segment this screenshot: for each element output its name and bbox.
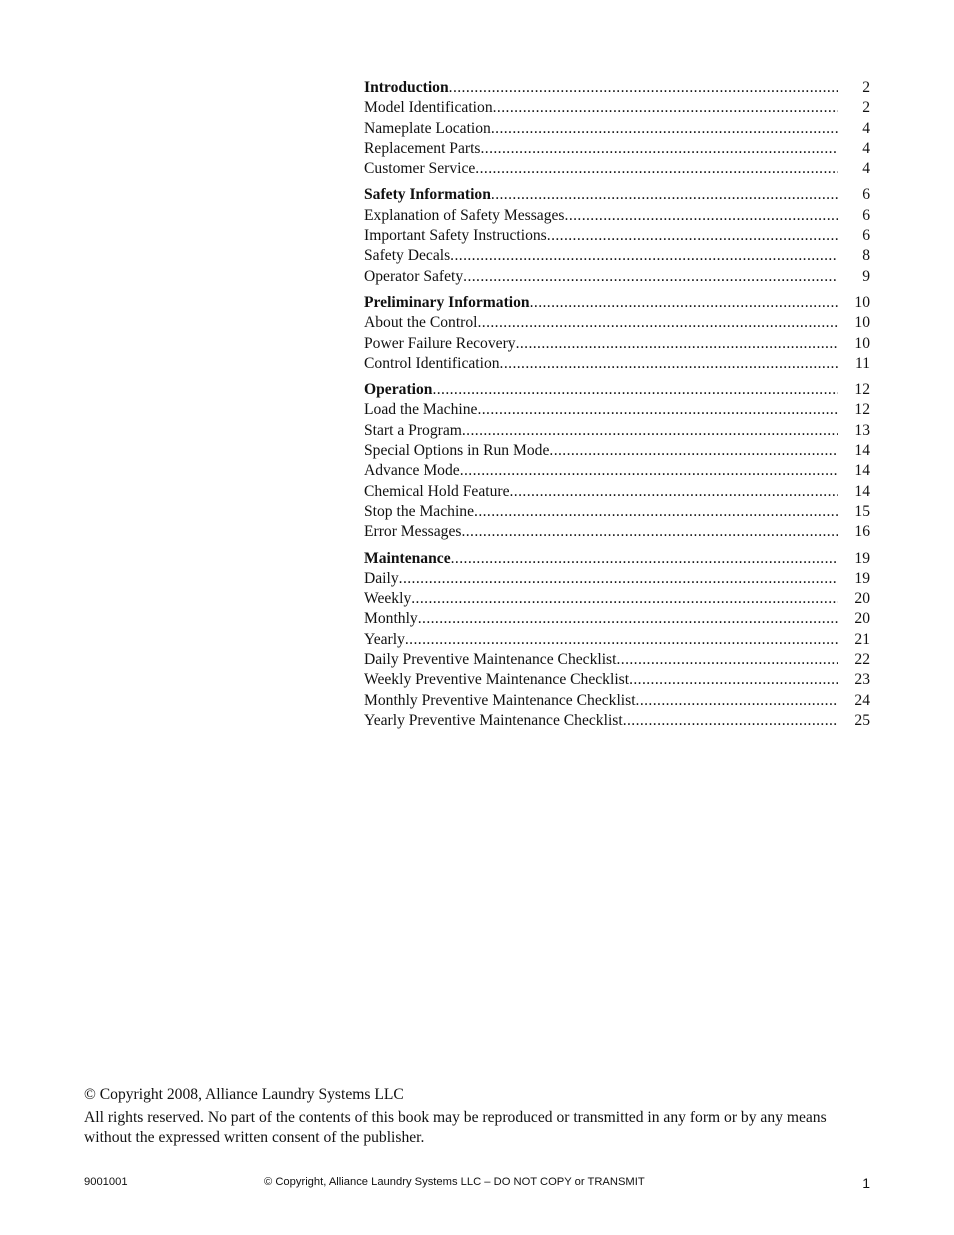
- toc-entry-row[interactable]: [364, 482, 870, 502]
- toc-page-number: 24: [854, 691, 870, 709]
- toc-entry-title: Model Identification: [364, 99, 493, 117]
- toc-entry-row[interactable]: [364, 139, 870, 159]
- toc-section-operation: [364, 380, 870, 542]
- toc-heading-title: Introduction: [364, 79, 449, 96]
- toc-page-number: 13: [854, 421, 870, 439]
- toc-heading-title: Operation: [364, 381, 433, 399]
- toc-page-number: 14: [854, 482, 870, 500]
- toc-entry-row[interactable]: [364, 461, 870, 481]
- toc-page-number: 9: [862, 267, 870, 285]
- toc-entry-title: Monthly Preventive Maintenance Checklist: [364, 691, 636, 709]
- table-of-contents: [364, 78, 870, 737]
- toc-entry-title: Special Options in Run Mode: [364, 442, 550, 460]
- toc-section-safety-information: [364, 185, 870, 286]
- toc-section-maintenance: [364, 549, 870, 732]
- toc-entry-title: Stop the Machine: [364, 502, 475, 520]
- copyright-notice: © Copyright, Alliance Laundry Systems LLC – DO NOT COPY or TRANSMIT: [264, 1176, 645, 1188]
- document-number: 9001001: [84, 1176, 128, 1188]
- toc-entry-title: Safety Decals: [364, 247, 451, 265]
- toc-entry-row[interactable]: [364, 246, 870, 266]
- toc-page-number: 16: [854, 523, 870, 541]
- toc-entry-row[interactable]: [364, 421, 870, 441]
- toc-entry-title: Yearly Preventive Maintenance Checklist: [364, 711, 623, 729]
- toc-page-number: 2: [862, 79, 870, 96]
- toc-page-number: 2: [862, 99, 870, 117]
- toc-entry-row[interactable]: [364, 119, 870, 139]
- toc-entry-row[interactable]: [364, 589, 870, 609]
- toc-page-number: 12: [854, 381, 870, 399]
- toc-entry-row[interactable]: [364, 313, 870, 333]
- toc-heading-title: Maintenance: [364, 549, 451, 567]
- toc-entry-row[interactable]: [364, 206, 870, 226]
- toc-heading-row[interactable]: [364, 380, 870, 400]
- toc-page-number: 23: [854, 671, 870, 689]
- toc-entry-row[interactable]: [364, 522, 870, 542]
- toc-entry-title: Nameplate Location: [364, 119, 491, 137]
- toc-page-number: 19: [854, 549, 870, 567]
- toc-page-number: 10: [854, 293, 870, 311]
- toc-entry-title: Monthly: [364, 610, 418, 628]
- toc-entry-title: Important Safety Instructions: [364, 227, 547, 245]
- toc-entry-row[interactable]: [364, 711, 870, 731]
- toc-page-number: 14: [854, 462, 870, 480]
- toc-page-number: 10: [854, 334, 870, 352]
- toc-heading-row[interactable]: [364, 549, 870, 569]
- toc-page-number: 19: [854, 569, 870, 587]
- toc-entry-row[interactable]: [364, 441, 870, 461]
- toc-entry-row[interactable]: [364, 267, 870, 287]
- toc-entry-title: Yearly: [364, 630, 405, 648]
- copyright-block: [84, 1085, 874, 1148]
- toc-entry-title: Weekly Preventive Maintenance Checklist: [364, 671, 630, 689]
- toc-entry-row[interactable]: [364, 98, 870, 118]
- copyright-line: © Copyright 2008, Alliance Laundry Systems LLC: [84, 1086, 404, 1103]
- toc-entry-title: Advance Mode: [364, 462, 460, 480]
- toc-entry-title: Customer Service: [364, 160, 476, 178]
- toc-page-number: 6: [862, 227, 870, 245]
- toc-entry-row[interactable]: [364, 609, 870, 629]
- toc-entry-row[interactable]: [364, 569, 870, 589]
- page-footer: [84, 1174, 870, 1192]
- toc-entry-title: Power Failure Recovery: [364, 334, 516, 352]
- toc-entry-title: About the Control: [364, 314, 478, 332]
- toc-entry-title: Weekly: [364, 590, 412, 608]
- page-number: 1: [862, 1175, 870, 1191]
- toc-page-number: 10: [854, 314, 870, 332]
- toc-entry-title: Replacement Parts: [364, 139, 481, 157]
- toc-entry-row[interactable]: [364, 650, 870, 670]
- toc-entry-row[interactable]: [364, 354, 870, 374]
- toc-heading-row[interactable]: [364, 185, 870, 205]
- rights-statement: All rights reserved. No part of the contents of this book may be reproduced or transmitted in any form or by any means without the expressed written consent of the publisher.: [84, 1109, 827, 1146]
- toc-page-number: 25: [854, 711, 870, 729]
- toc-entry-row[interactable]: [364, 334, 870, 354]
- toc-entry-title: Daily: [364, 569, 399, 587]
- toc-heading-title: Preliminary Information: [364, 293, 530, 311]
- toc-page-number: 4: [862, 139, 870, 157]
- toc-entry-row[interactable]: [364, 630, 870, 650]
- toc-entry-row[interactable]: [364, 226, 870, 246]
- toc-page-number: 21: [854, 630, 870, 648]
- toc-entry-row[interactable]: [364, 400, 870, 420]
- toc-section-introduction: [364, 78, 870, 179]
- toc-page-number: 6: [862, 206, 870, 224]
- toc-page-number: 15: [854, 502, 870, 520]
- toc-section-preliminary-information: [364, 293, 870, 374]
- toc-page-number: 22: [854, 651, 870, 669]
- toc-heading-row[interactable]: [364, 78, 870, 98]
- toc-page-number: 11: [854, 354, 870, 372]
- toc-entry-title: Control Identification: [364, 354, 500, 372]
- toc-page-number: 4: [862, 160, 870, 178]
- toc-entry-title: Operator Safety: [364, 267, 464, 285]
- toc-page-number: 14: [854, 442, 870, 460]
- toc-page-number: 6: [862, 186, 870, 204]
- toc-page-number: 20: [854, 590, 870, 608]
- toc-entry-row[interactable]: [364, 691, 870, 711]
- toc-entry-row[interactable]: [364, 502, 870, 522]
- toc-entry-row[interactable]: [364, 670, 870, 690]
- toc-page-number: 12: [854, 401, 870, 419]
- toc-page-number: 4: [862, 119, 870, 137]
- toc-page-number: 20: [854, 610, 870, 628]
- toc-entry-row[interactable]: [364, 159, 870, 179]
- toc-entry-title: Start a Program: [364, 421, 462, 439]
- toc-heading-row[interactable]: [364, 293, 870, 313]
- toc-entry-title: Daily Preventive Maintenance Checklist: [364, 651, 617, 669]
- toc-entry-title: Error Messages: [364, 523, 462, 541]
- toc-entry-title: Explanation of Safety Messages: [364, 206, 565, 224]
- toc-page-number: 8: [862, 247, 870, 265]
- toc-heading-title: Safety Information: [364, 186, 491, 204]
- toc-entry-title: Load the Machine: [364, 401, 478, 419]
- toc-entry-title: Chemical Hold Feature: [364, 482, 510, 500]
